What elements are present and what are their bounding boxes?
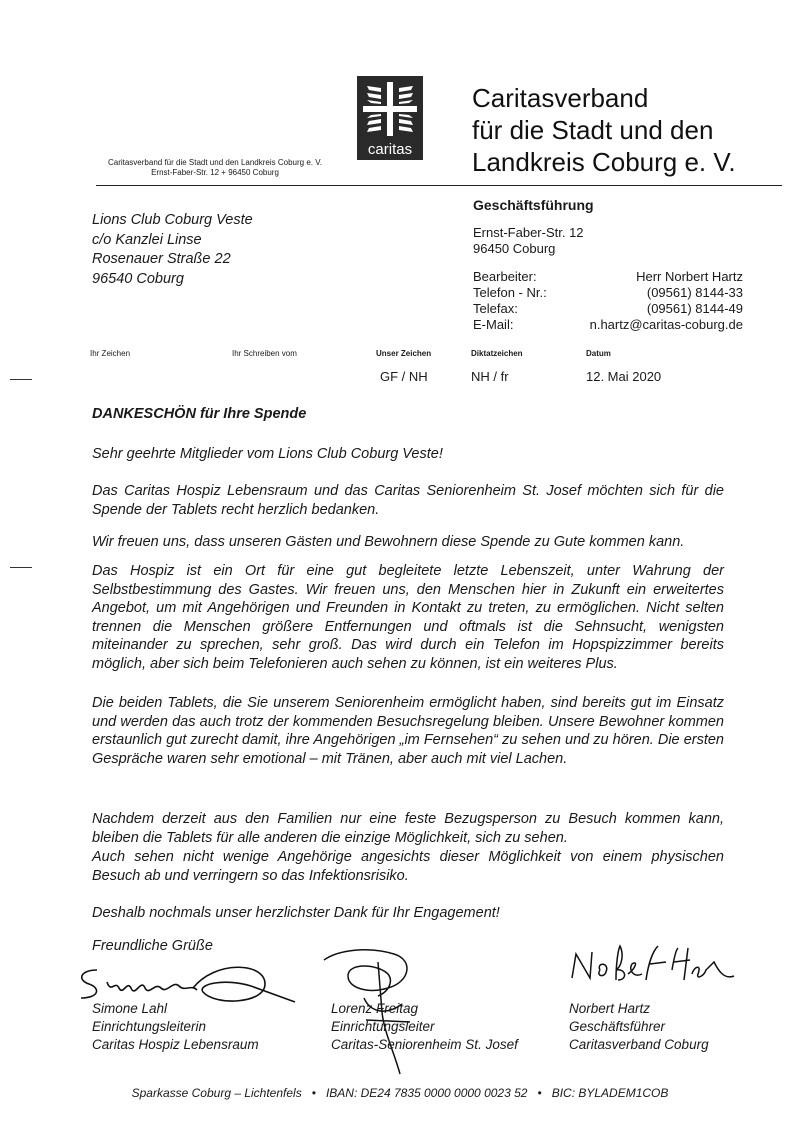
signatory-org: Caritasverband Coburg: [569, 1037, 709, 1052]
org-name-line: für die Stadt und den: [472, 115, 714, 145]
sender-city: 96450 Coburg: [473, 241, 556, 256]
contact-details: [473, 269, 743, 333]
signatory-title: Einrichtungsleiter: [331, 1019, 435, 1034]
contact-label: Telefax:: [473, 301, 518, 316]
sender-street: Ernst-Faber-Str. 12: [473, 225, 584, 240]
contact-label: E-Mail:: [473, 317, 514, 332]
paragraph: Deshalb nochmals unser herzlichster Dank für Ihr Engagement!: [92, 905, 500, 921]
recipient-address: [92, 211, 253, 289]
contact-value: (09561) 8144-33: [646, 285, 743, 300]
paragraph: Wir freuen uns, dass unseren Gästen und Bewohnern diese Spende zu Gute kommen kann.: [92, 534, 685, 550]
hole-mark: [10, 567, 32, 568]
contact-row: [473, 317, 743, 333]
diktatzeichen-value: NH / fr: [471, 369, 509, 384]
signature-norbert-hartz: [566, 940, 756, 990]
sender-line-1: Caritasverband für die Stadt und den Landkreis Coburg e. V.: [107, 158, 323, 167]
footer-bic: BIC: BYLADEM1COB: [551, 1086, 669, 1100]
signatory-block: [92, 1000, 259, 1054]
contact-value: n.hartz@caritas-coburg.de: [589, 317, 743, 332]
paragraph: Das Hospiz ist ein Ort für eine gut begleitete letzte Lebenszeit, unter Wahrung der Selbstbestimmung des Gastes. Wir freuen uns, den Menschen hier in Zukunft ein erweitertes Angebot, um mit Angehörigen und Freunden in Kontakt zu treten, zu ermöglichen. Nicht selten trennen die Menschen größere Entfernungen und oftmals ist die Sehnsucht, wenigsten miteinander zu sprechen, sehr groß. Das wird durch ein Telefon im Hopspizzimmer bereits möglich, aber sich beim Telefonieren auch sehen zu können, ist ein weiteres Plus.: [92, 563, 724, 672]
paragraph: Auch sehen nicht wenige Angehörige angesichts dieser Möglichkeit von einem physischen Besuch ab und verringern so das Infektionsrisiko.: [92, 849, 724, 884]
caritas-logo: [357, 76, 423, 160]
contact-label: Telefon - Nr.:: [473, 285, 547, 300]
signatory-title: Einrichtungsleiterin: [92, 1019, 207, 1034]
sender-return-address: [86, 158, 344, 178]
diktatzeichen-label: Diktatzeichen: [471, 349, 523, 358]
signatory-block: [569, 1000, 709, 1054]
signatory-name: Lorenz Freitag: [331, 1001, 419, 1016]
ihr-schreiben-label: Ihr Schreiben vom: [232, 349, 297, 358]
footer-separator: •: [537, 1086, 542, 1100]
salutation: Sehr geehrte Mitglieder vom Lions Club Coburg Veste!: [92, 446, 443, 462]
logo-text: caritas: [367, 141, 413, 158]
organization-name: [472, 82, 736, 178]
datum-value: 12. Mai 2020: [586, 369, 662, 384]
contact-value: (09561) 8144-49: [646, 301, 743, 316]
paragraph: Die beiden Tablets, die Sie unserem Seniorenheim ermöglicht haben, sind bereits gut im Einsatz und werden das auch trotz der kommenden Besuchsregelung bleiben. Unsere Bewohner kommen erstaunlich gut zurecht damit, ihre Angehörigen „im Fernsehen“ zu sehen und zu hören. Die ersten Gespräche waren sehr emotional – mit Tränen, aber auch mit viel Lachen.: [92, 695, 724, 767]
org-name-line: Landkreis Coburg e. V.: [472, 147, 736, 177]
signatory-org: Caritas-Seniorenheim St. Josef: [331, 1037, 518, 1052]
caritas-cross-icon: [357, 76, 423, 142]
department-heading: Geschäftsführung: [473, 197, 594, 213]
bank-footer: [0, 1086, 800, 1100]
contact-value: Herr Norbert Hartz: [636, 269, 743, 284]
signatory-name: Simone Lahl: [92, 1001, 168, 1016]
contact-row: [473, 285, 743, 301]
letter-subject: DANKESCHÖN für Ihre Spende: [92, 406, 307, 422]
sender-line-2: Ernst-Faber-Str. 12 + 96450 Coburg: [151, 168, 279, 177]
signatory-title: Geschäftsführer: [569, 1019, 666, 1034]
recipient-line: 96540 Coburg: [92, 270, 184, 287]
header-divider: [96, 185, 782, 186]
signatory-org: Caritas Hospiz Lebensraum: [92, 1037, 259, 1052]
footer-iban: IBAN: DE24 7835 0000 0000 0023 52: [325, 1086, 528, 1100]
paragraph: Das Caritas Hospiz Lebensraum und das Caritas Seniorenheim St. Josef möchten sich für die Spende der Tablets recht herzlich bedanken.: [92, 483, 724, 518]
footer-separator: •: [311, 1086, 316, 1100]
sender-address: [473, 225, 584, 257]
closing: Freundliche Grüße: [92, 938, 213, 954]
signatory-name: Norbert Hartz: [569, 1001, 651, 1016]
contact-row: [473, 269, 743, 285]
paragraph: Nachdem derzeit aus den Familien nur eine feste Bezugsperson zu Besuch kommen kann, bleiben die Tablets für alle anderen die einzige Möglichkeit, sich zu sehen.: [92, 811, 724, 846]
signatory-block: [331, 1000, 518, 1054]
recipient-line: Rosenauer Straße 22: [92, 251, 231, 267]
contact-label: Bearbeiter:: [473, 269, 537, 284]
unser-zeichen-value: GF / NH: [380, 369, 428, 384]
org-name-line: Caritasverband: [472, 83, 649, 113]
footer-bank: Sparkasse Coburg – Lichtenfels: [131, 1086, 302, 1100]
datum-label: Datum: [586, 349, 611, 358]
recipient-line: c/o Kanzlei Linse: [92, 231, 202, 248]
ihr-zeichen-label: Ihr Zeichen: [90, 349, 131, 358]
contact-row: [473, 301, 743, 317]
recipient-line: Lions Club Coburg Veste: [92, 212, 253, 228]
fold-mark: [10, 379, 32, 380]
unser-zeichen-label: Unser Zeichen: [376, 349, 432, 358]
